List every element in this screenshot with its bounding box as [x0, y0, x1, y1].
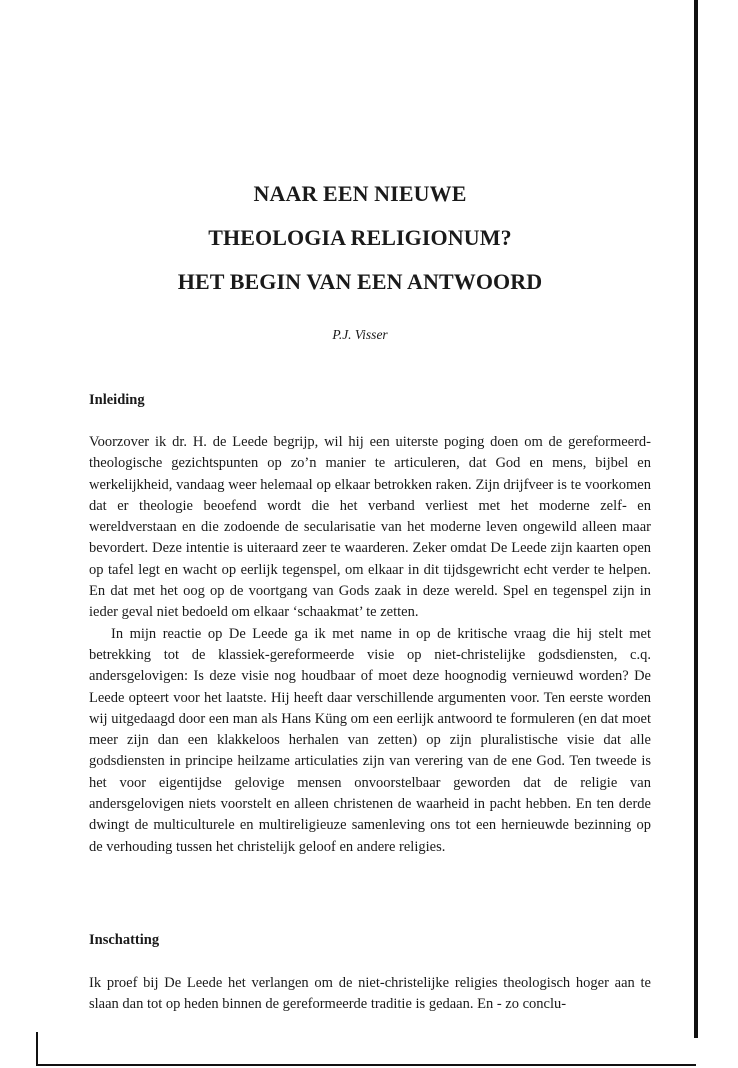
title-line: HET BEGIN VAN EEN ANTWOORD: [177, 269, 543, 294]
title-line: NAAR EEN NIEUWE: [253, 181, 467, 206]
section-body-inschatting: [89, 973, 651, 1016]
paragraph: Ik proef bij De Leede het verlangen om de niet-christelijke religies theologisch hoger aan te slaan dan tot op heden binnen de gereformeerde traditie is gedaan. En - zo conclu-: [89, 975, 651, 1013]
section-heading-inschatting: Inschatting: [89, 932, 160, 948]
section-body-inleiding: [89, 432, 651, 858]
title-line: THEOLOGIA RELIGIONUM?: [208, 225, 512, 250]
paragraph: In mijn reactie op De Leede ga ik met name in op de kritische vraag die hij stelt met betrekking tot de klassiek-gereformeerde visie op niet-christelijke godsdiensten, c.q. andersgelovigen: Is deze visie nog houdbaar of moet deze hoognodig vernieuwd worden? De Leede opteert voor het laatste. Hij heeft daar verschillende argumenten voor. Ten eerste worden wij uitgedaagd door een man als Hans Küng om een eerlijk antwoord te formuleren (en dat moet meer zijn dan een klakkeloos herhalen van zetten) op zijn pluralistische visie dat alle godsdiensten in principe heilzame articulaties zijn van verering van de ene God. Ten tweede is het voor eigentijdse gelovige mensen onvoorstelbaar geworden dat de religie van andersgelovigen niets voorstelt en alleen christenen de waarheid in pacht hebben. En ten derde dwingt de multiculturele en multireligieuze samenleving ons tot een hernieuwde bezinning op de verhouding tussen het christelijk geloof en andere religies.: [89, 625, 651, 855]
section-heading-inleiding: Inleiding: [89, 392, 145, 408]
article-title: [60, 172, 660, 304]
paragraph: Voorzover ik dr. H. de Leede begrijp, wil hij een uiterste poging doen om de gereformeerd-theologische gezichtspunten op zo’n manier te articuleren, dat God en mens, bijbel en werkelijkheid, vandaag weer helemaal op elkaar betrokken raken. Zijn drijfveer is te voorkomen dat er theologie beoefend wordt die het verband verliest met het moderne zelf- en wereldverstaan en die zodoende de secularisatie van het moderne leven ongewild alleen maar bevordert. Deze intentie is uiteraard zeer te waarderen. Zeker omdat De Leede zijn kaarten open op tafel legt en wacht op eerlijk tegenspel, om elkaar in dit tijdsgewricht echt verder te helpen. En dat met het oog op de voortgang van Gods zaak in deze wereld. Spel en tegenspel zijn in ieder geval niet bedoeld om elkaar ‘schaakmat’ te zetten.: [89, 434, 651, 621]
left-margin-rule: [36, 1032, 38, 1066]
author-name: P.J. Visser: [332, 327, 388, 342]
bottom-margin-rule: [38, 1064, 696, 1066]
right-margin-rule: [694, 0, 698, 1038]
